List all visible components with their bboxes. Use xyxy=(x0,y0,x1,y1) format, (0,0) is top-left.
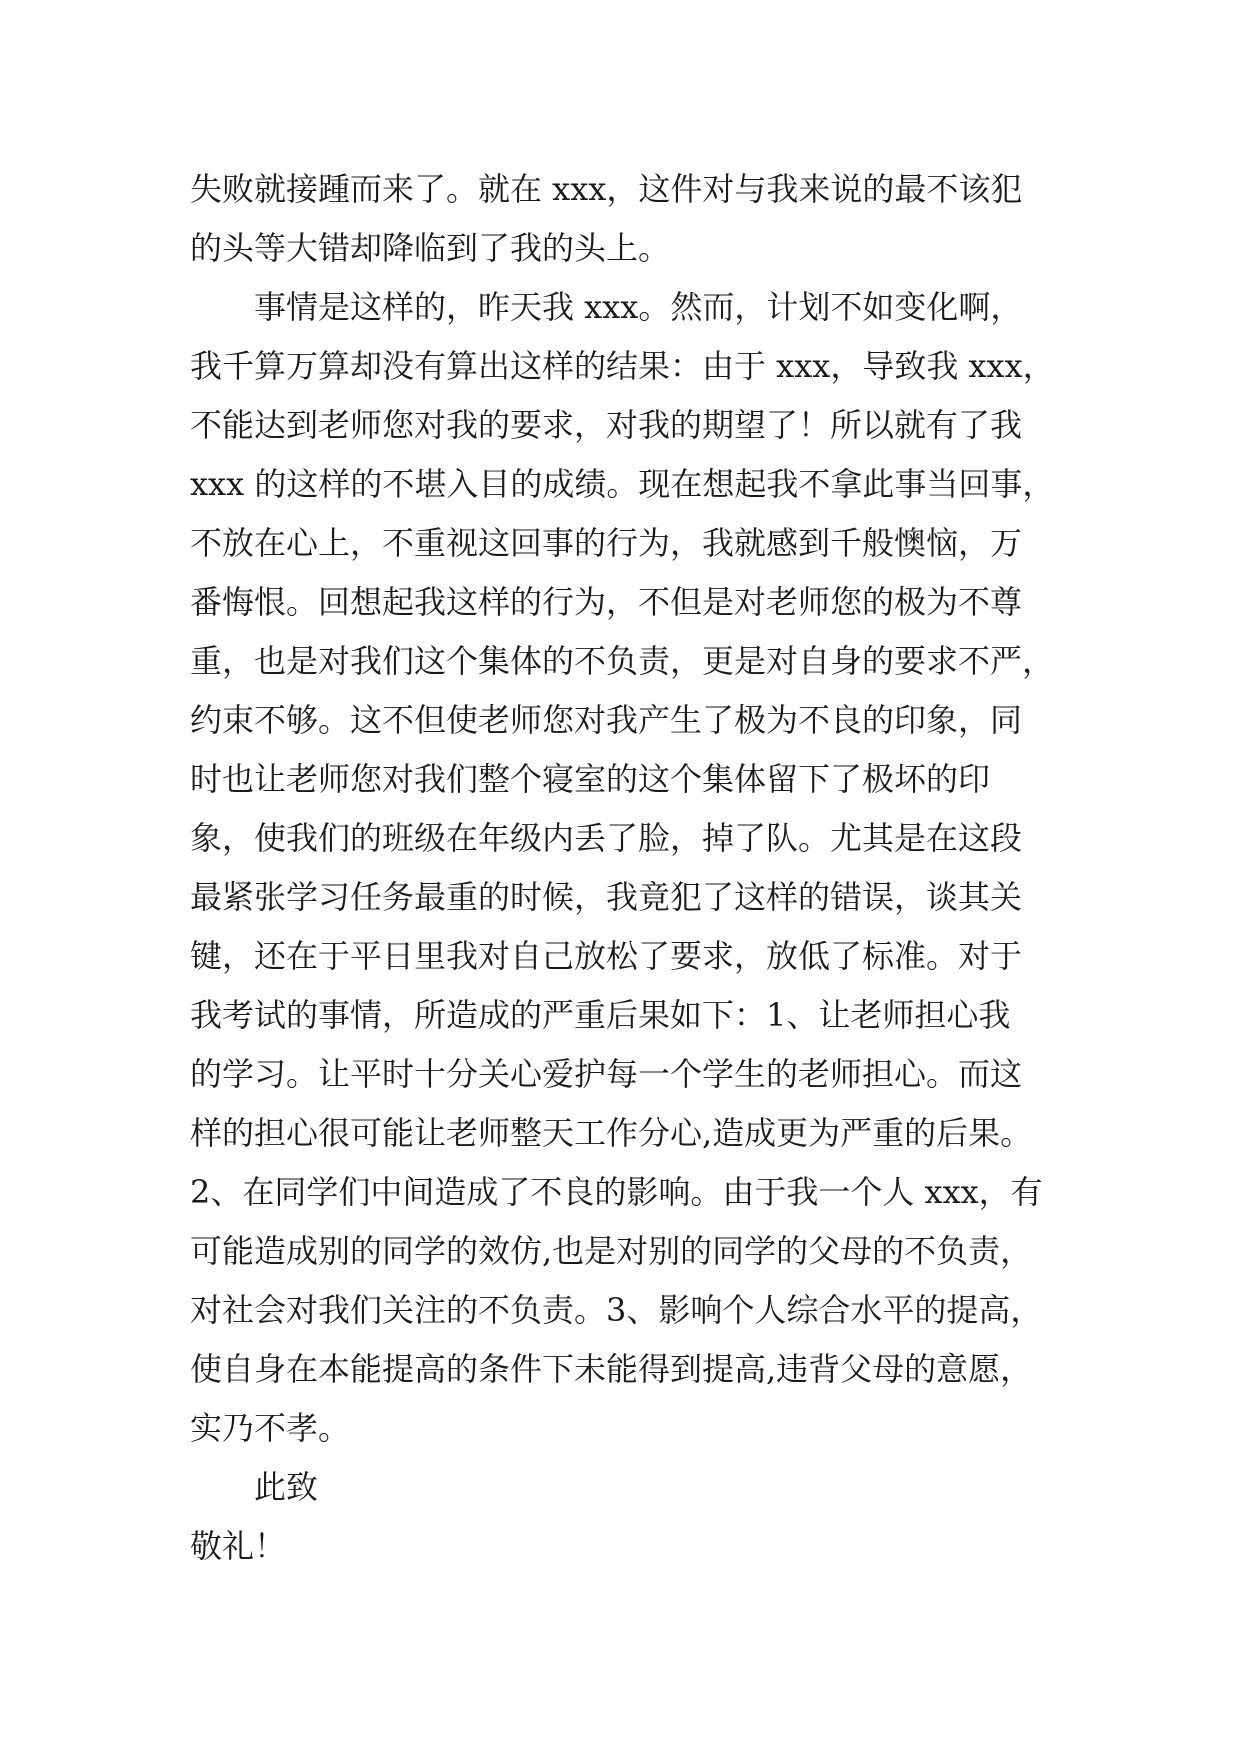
text-line: 失败就接踵而来了。就在 xxx，这件对与我来说的最不该犯 xyxy=(190,170,1023,208)
letter-body xyxy=(190,160,1060,1576)
text-line: 键，还在于平日里我对自己放松了要求，放低了标准。对于 xyxy=(190,937,1023,975)
text-line: 象，使我们的班级在年级内丢了脸，掉了队。尤其是在这段 xyxy=(190,819,1023,857)
text-line: 时也让老师您对我们整个寝室的这个集体留下了极坏的印 xyxy=(190,760,991,798)
text-line: 样的担心很可能让老师整天工作分心,造成更为严重的后果。 xyxy=(190,1114,1033,1152)
text-line: 实乃不孝。 xyxy=(190,1409,351,1447)
text-line: 的学习。让平时十分关心爱护每一个学生的老师担心。而这 xyxy=(190,1055,1023,1093)
text-line: 番悔恨。回想起我这样的行为，不但是对老师您的极为不尊 xyxy=(190,583,1023,621)
text-line: 使自身在本能提高的条件下未能得到提高,违背父母的意愿， xyxy=(190,1350,1033,1388)
text-line: 最紧张学习任务最重的时候，我竟犯了这样的错误，谈其关 xyxy=(190,878,1023,916)
text-line: 2、在同学们中间造成了不良的影响。由于我一个人 xxx，有 xyxy=(190,1173,1043,1211)
closing-regards: 敬礼！ xyxy=(190,1527,287,1565)
text-line: 不能达到老师您对我的要求，对我的期望了！所以就有了我 xyxy=(190,406,1023,444)
text-line: 我千算万算却没有算出这样的结果：由于 xxx，导致我 xxx， xyxy=(190,347,1055,385)
text-line: 的头等大错却降临到了我的头上。 xyxy=(190,229,671,267)
paragraph-start-line: 事情是这样的，昨天我 xxx。然而，计划不如变化啊， xyxy=(254,288,1023,326)
text-line: 重，也是对我们这个集体的不负责，更是对自身的要求不严， xyxy=(190,642,1055,680)
closing-salutation: 此致 xyxy=(254,1468,319,1506)
text-line: xxx 的这样的不堪入目的成绩。现在想起我不拿此事当回事， xyxy=(190,465,1055,503)
text-line: 不放在心上，不重视这回事的行为，我就感到千般懊恼，万 xyxy=(190,524,1023,562)
text-line: 我考试的事情，所造成的严重后果如下：1、让老师担心我 xyxy=(190,996,1011,1034)
text-line: 约束不够。这不但使老师您对我产生了极为不良的印象，同 xyxy=(190,701,1023,739)
text-line: 可能造成别的同学的效仿,也是对别的同学的父母的不负责， xyxy=(190,1232,1033,1270)
text-line: 对社会对我们关注的不负责。3、影响个人综合水平的提高， xyxy=(190,1291,1043,1329)
